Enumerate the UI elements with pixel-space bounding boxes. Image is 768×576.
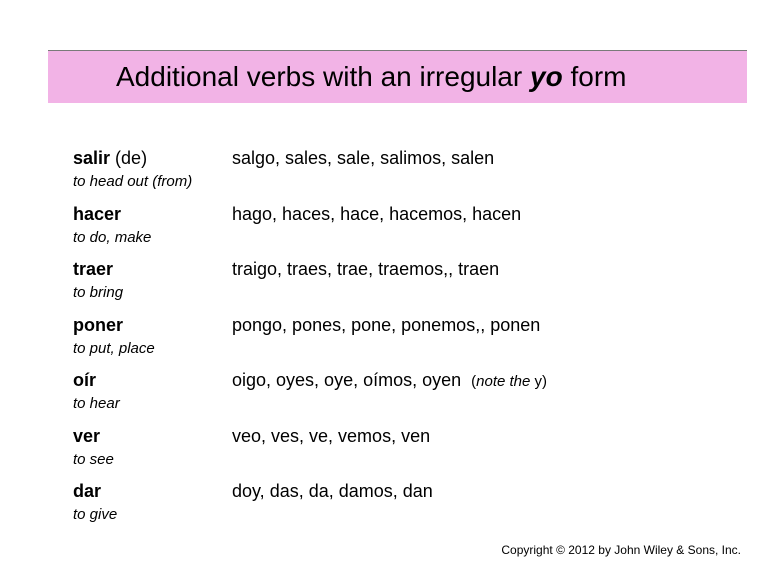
verb-meaning: to give: [73, 506, 118, 523]
verb-name: [73, 147, 147, 169]
verb-forms: doy, das, da, damos, dan: [232, 481, 433, 501]
verb-forms: pongo, pones, pone, ponemos,, ponen: [232, 314, 541, 335]
verb-forms-text: oigo, oyes, oye, oímos, oyen: [232, 370, 462, 390]
verb-row: [73, 203, 753, 259]
note-italic-text: note the: [476, 373, 531, 390]
verb-row: [73, 314, 753, 370]
verb-infinitive: salir: [73, 148, 111, 168]
verb-name: [73, 425, 100, 447]
verb-forms: hago, haces, hace, hacemos, hacen: [232, 203, 522, 224]
verb-infinitive: ver: [73, 425, 101, 446]
note-paren-close: ): [542, 373, 548, 390]
verb-meaning: to bring: [73, 284, 124, 301]
note-letter: y: [534, 373, 543, 390]
verb-row: [73, 480, 753, 536]
verb-list: [73, 147, 753, 536]
verb-infinitive: poner: [73, 314, 124, 335]
verb-infinitive: oír: [73, 370, 97, 390]
verb-meaning: to see: [73, 450, 114, 468]
verb-name: [73, 203, 121, 225]
verb-name: [73, 369, 96, 391]
verb-row: [73, 425, 753, 481]
verb-meaning: to hear: [73, 395, 120, 412]
verb-meaning: to put, place: [73, 339, 155, 357]
verb-infinitive: hacer: [73, 203, 122, 224]
verb-forms: traigo, traes, trae, traemos,, traen: [232, 259, 500, 279]
verb-infinitive: dar: [73, 481, 102, 501]
verb-meaning: to head out (from): [73, 173, 193, 190]
page-title: [116, 63, 626, 91]
verb-row: [73, 147, 753, 203]
verb-row: [73, 369, 753, 425]
title-text: Additional verbs with an irregular: [116, 61, 523, 92]
verb-note: [471, 373, 547, 390]
title-text-end: form: [570, 61, 627, 92]
copyright-notice: Copyright © 2012 by John Wiley & Sons, Inc.: [501, 543, 741, 557]
verb-name: [73, 258, 113, 280]
note-paren-open: (: [471, 373, 477, 390]
verb-name: [73, 314, 123, 336]
verb-name: [73, 480, 101, 502]
verb-meaning: to do, make: [73, 228, 152, 246]
verb-forms: veo, ves, ve, vemos, ven: [232, 425, 431, 446]
verb-row: [73, 258, 753, 314]
title-emphasis: yo: [530, 61, 563, 92]
verb-forms: [232, 369, 547, 393]
title-bar: [48, 50, 747, 103]
verb-forms: salgo, sales, sale, salimos, salen: [232, 148, 495, 168]
verb-infinitive: traer: [73, 259, 114, 279]
verb-preposition: (de): [115, 148, 148, 168]
